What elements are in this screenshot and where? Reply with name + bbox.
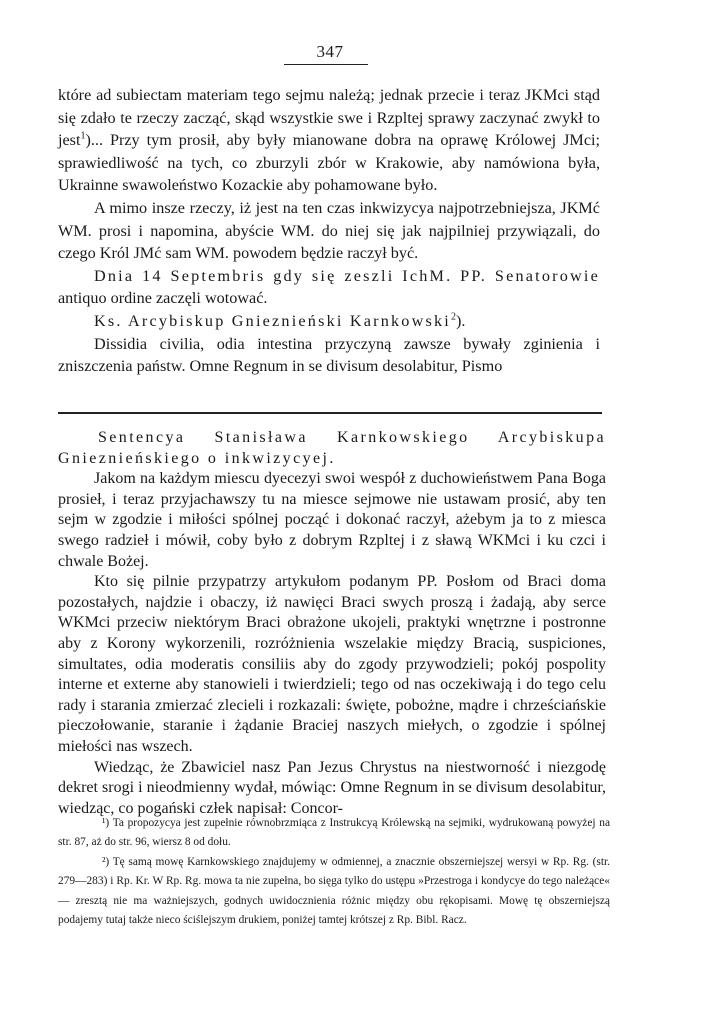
paragraph-1-continuation: )... Przy tym prosił, aby były mianowane dobra na oprawę Królowej JMci; sprawiedliwość na tych, co zburzyli zbór w Krakowie, aby namówiona była, Ukrainne swawoleństwo Kozackie aby pohamowane było. xyxy=(58,131,600,195)
session-date-heading: Dnia 14 Septembris gdy się zeszli IchM. PP. Senatorowie xyxy=(94,266,600,285)
insert-paragraph-1: Jakom na każdym miescu dyecezyi swoi wespół z duchowieństwem Pana Boga prosieł, i teraz przyjachawszy tu na miesce sejmowe nie ustawam prosić, aby ten sejm w zgodzie i miłości spólnej począć i dokonać raczył, ażebym ja to z miesca swego radzieł i mówił, coby było z dobrym Rzpltej i z sławą WKMci i ku czci i chwale Bożej. xyxy=(58,470,606,570)
footnote-1: ¹) Ta propozycya jest zupełnie równobrzmiąca z Instrukcyą Królewską na sejmiki, wydrukowaną powyżej na str. 87, aż do str. 96, wiersz 8 od dołu. xyxy=(58,817,610,849)
footnote-ref-1: 1 xyxy=(80,130,86,142)
page-number-underline xyxy=(284,64,368,65)
paragraph-5: Dissidia civilia, odia intestina przyczyną zawsze bywały zginienia i zniszczenia państw. Omne Regnum in se divisum desolabitur, Pismo xyxy=(58,334,600,376)
main-text xyxy=(58,84,600,378)
insert-paragraph-3: Wiedząc, że Zbawiciel nasz Pan Jezus Chrystus na niestworność i niezgodę dekret srogi i nieodmienny wydał, mówiąc: Omne Regnum in se divisum desolabitur, wiedząc, co pogański człek napisał: Concor- xyxy=(58,758,606,817)
footnote-2: ²) Tę samą mowę Karnkowskiego znajdujemy w odmiennej, a znacznie obszerniejszej wersyi w Rp. Rg. (str. 279—283) i Rp. Kr. W Rp. Rg. mowa ta nie zupełna, bo sięga tylko do ustępu »Przestroga i kondycye do tego należące« — zresztą nie ma ważniejszych, godnych uwidocznienia różnic między obu rękopisami. Mowę tę obszerniejszą podajemy tutaj także nieco ściślejszym drukiem, poniżej tamtej krótszej z Rp. Bibl. Racz. xyxy=(58,855,610,927)
speaker-heading-end: ). xyxy=(455,311,466,330)
section-divider xyxy=(58,412,602,414)
page-number: 347 xyxy=(316,42,344,61)
footnote-ref-2: 2 xyxy=(450,311,456,323)
paragraph-1 xyxy=(58,84,600,197)
paragraph-3 xyxy=(58,265,600,310)
speaker-heading: Ks. Arcybiskup Gnieznieński Karnkowski xyxy=(94,311,451,330)
insert-paragraph-2: Kto się pilnie przypatrzy artykułom podanym PP. Posłom od Braci doma pozostałych, najdzie i obaczy, iż nawięci Braci swych proszą i żadają, aby serce WKMci przeciw niektórym Braci obrażone ukojeli, praktyki wnętrzne i postronne aby z Korony wykorzenili, rozróżnienia wszelakie między Bracią, suspiciones, simultates, odia moderatis consiliis aby do zgody przywodzieli; pokój pospolity interne et externe aby stanowieli i twierdzieli; tego od nas oczekiwają i do tego celu rady i starania zmierzać zlecieli i rozkazali: święte, pobożne, mądre i chrześciańskie pieczołowanie, staranie i żądanie Braciej naszych miełych, o zgodzie i spólnej miełości nas wszech. xyxy=(58,573,606,755)
insert-text xyxy=(58,428,606,819)
paragraph-4 xyxy=(58,310,600,333)
session-date-rest: antiquo ordine zaczęli wotować. xyxy=(58,289,268,308)
footnotes xyxy=(58,814,610,930)
paragraph-1-text: które ad subiectam materiam tego sejmu należą; jednak przecie i teraz JKMci stąd się zdało te rzeczy zacząć, skąd wszystkie swe i Rzpltej sprawy zaczynać zwykł to jest xyxy=(58,86,600,150)
insert-title: Sentencya Stanisława Karnkowskiego Arcybiskupa Gnieznieńskiego o inkwizycyej. xyxy=(58,429,606,467)
paragraph-2: A mimo insze rzeczy, iż jest na ten czas inkwizycya najpotrzebniejsza, JKMć WM. prosi i napomina, abyście WM. do niej się jak najpilniej przywiązali, do czego Król JMć sam WM. powodem będzie raczył być. xyxy=(58,198,600,263)
